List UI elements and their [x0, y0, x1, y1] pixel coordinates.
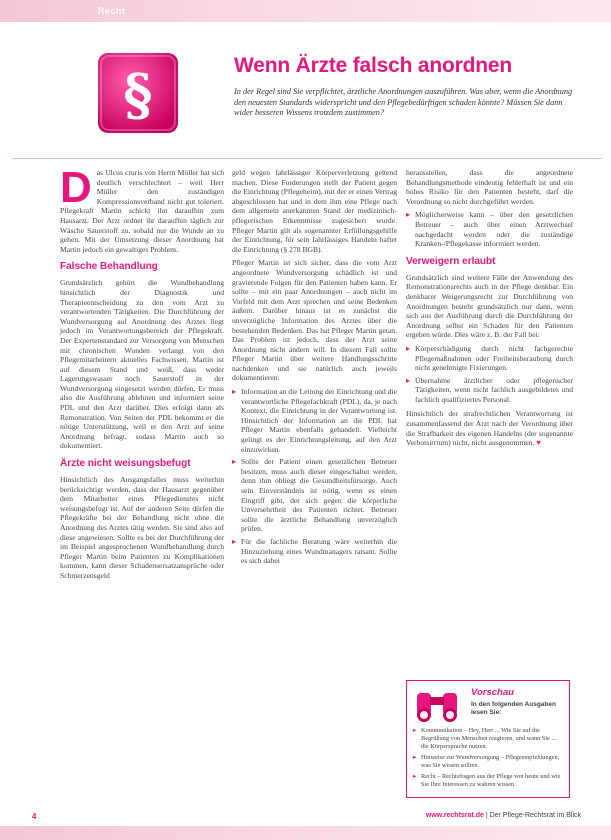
article-lead: In der Regel sind Sie verpflichtet, ärztliche Anordnungen auszuführen. Was aber, wenn die Anordnung den neuesten Standards widerspricht und den Pflegebedürftigen schaden könnte? Müssen Sie dann wider besseren Wissens trotzdem zustimmen? [234, 87, 573, 117]
end-mark-icon: ♥ [536, 438, 541, 448]
footer-text: | Der Pflege-Rechtsrat im Blick [483, 812, 581, 819]
preview-subtitle: In den folgenden Ausgaben lesen Sie: [471, 701, 556, 716]
preview-item: ▸ Recht – Rechtsfragen aus der Pflege von heute und wie Sie Ihre Interessen zu wahren wissen. [413, 773, 565, 789]
body-paragraph: Grundsätzlich gehört die Wundbehandlung hinsichtlich der Diagnostik und Therapieentscheidung zu den vom Arzt zu verantwortenden Tätigkeiten. Die Durchführung der Wundversorgung auf Anordnung des Arztes liegt jedoch im Verantwortungsbereich der Pflegekraft. Der Expertenstandard zur Versorgung von Menschen mit chronischen Wunden verlangt von den Pflegemitarbeitern aktuelles Fachwissen. Martin ist auf diesem Stand und weiß, dass weder Lagerungswasser noch Sauerstoff in der Wundversorgung eingesetzt werden dürfen. Er muss also die Ausführung ablehnen und informiert seine PDL und den Arzt darüber. Dies erfolgt dann als Remonstration. Von Seiten der PDL bekommt er die nötige Unterstützung, weil er den Arzt auf seine Anordnung befragt, sodass Martin auch so dokumentiert. [60, 278, 224, 451]
section-label: Recht [98, 6, 126, 16]
body-paragraph: herausstellen, dass die angeordnete Behandlungsmethode eindeutig fehlerhaft ist und ein hohes Risiko für den Patienten besteht, darf die Verordnung so nicht durchgeführt werden. [406, 168, 573, 206]
preview-title: Vorschau [471, 687, 514, 698]
closing-text: Hinsichtlich der strafrechtlichen Verantwortung ist zusammenfassend der Arzt nach der Verordnung über die Strafbarkeit des eigenen Handelns (der sogenannte Verbotsirrtum) nicht, nicht ausgenommen. [406, 409, 573, 448]
subheading-weisungsbefugt: Ärzte nicht weisungsbefugt [60, 458, 191, 470]
footer-band [0, 826, 611, 840]
intro-paragraph [60, 163, 224, 254]
column-3 [406, 168, 573, 452]
options-list [406, 210, 573, 248]
paragraph-icon [97, 52, 179, 134]
article-title: Wenn Ärzte falsch anordnen [234, 54, 512, 77]
list-item: ▸ Information an die Leitung der Einrichtung und die verantwortliche Pflegefachkraft (PDL), da, je nach Kontext, die Einrichtung in der Verantwortung ist. Hinsichtlich der Information an die PDL hat Pfleger Martin ebenfalls gehandelt. Vielleicht gelingt es der Einrichtungsleitung, auf den Arzt einzuwirken. [232, 387, 397, 454]
column-1 [60, 163, 224, 585]
header-band [0, 0, 611, 22]
binoculars-icon [413, 687, 461, 723]
cases-list [406, 344, 573, 405]
steps-list [232, 387, 397, 566]
svg-text:§: § [123, 62, 153, 128]
drop-cap: D [60, 163, 92, 212]
list-item: ▸ Übernahme ärztlicher oder pflegerischer Tätigkeiten, wenn nicht fachlich ausgebildetes und fachlich qualifiziertes Personal. [406, 376, 573, 405]
body-paragraph: Pfleger Martin ist sich sicher, dass die vom Arzt angeordnete Wundversorgung schädlich ist und gravierende Folgen für den Patienten haben kann. Er sollte – mit ein paar Anordnungen – auch nicht im Vorfeld mit dem Arzt sprechen und seine Bedenken äußern. Darüber hinaus ist es zunächst die unverzügliche Information des Arztes über die bestehenden Bedenken. Das hat Pfleger Martin getan. Das Problem ist jedoch, dass der Arzt seine Anordnung nicht ändern will. In diesem Fall sollte Pfleger Martin über weitere Handlungsschritte nachdenken und sie natürlich auch jeweils dokumentieren: [232, 258, 397, 383]
list-item: ▸ Körperschädigung durch nicht fachgerechte Pflegemaßnahmen oder Freiheitsberaubung durch nicht genehmigte Fixierungen. [406, 344, 573, 373]
list-item: ▸ Sollte der Patient einen gesetzlichen Betreuer besitzen, muss auch dieser eingeschaltet werden, denn ihm obliegt die Gesundheitsfürsorge. Auch sein Einverständnis ist nötig, wenn es einen Eingriff gibt, der sich gegen die körperliche Unversehrtheit des Patienten richtet. Betreuer sollte die ärztliche Behandlung unverzüglich prüfen. [232, 457, 397, 534]
footer-note [426, 812, 581, 819]
subheading-falsche-behandlung: Falsche Behandlung [60, 261, 158, 273]
preview-item: ▸ Kommunikation – Hey, Herr ... Wie Sie auf die Begrüßung von Menschen reagieren, und wann Sie ... die Körpersprache nutzen. [413, 727, 565, 751]
preview-box [406, 680, 570, 798]
intro-text: as Ulcus cruris von Herrn Müller hat sich deutlich verschlechtert – weil Herr Müller den zuständigen Kompressionsverband nicht gut toleriert. Pflegekraft Martin schickt ihn daraufhin zum Hausarzt. Der Arzt ordnet ihr daraufhin täglich zur Wäsche Sauerstoff zu, sobald nur die Wunde an zu gehen. Mit der Umsetzung dieser Anordnung hat Martin jedoch ein gewaltiges Problem. [60, 168, 224, 254]
page-number: 4 [32, 812, 37, 821]
preview-list [413, 727, 565, 792]
column-2 [232, 168, 397, 571]
divider [12, 158, 602, 159]
footer-url[interactable]: www.rechtsrat.de [425, 812, 484, 819]
subheading-verweigern: Verweigern erlaubt [406, 255, 496, 267]
body-paragraph: Hinsichtlich des Ausgangsfalles muss weiterhin berücksichtigt werden, dass der Hausarzt gegenüber dem Mitarbeiter eines Pflegedienstes nicht weisungsbefugt ist. Auf der anderen Seite dürfen die Pflegekräfte bei der Behandlung nicht ohne die Anordnung des Arztes tätig werden. Sie sind also auf diese angewiesen. Sollte es bei der Durchführung der im Beispiel angesprochenen Wundbehandlung durch Pfleger Martin beim Patienten zu Komplikationen kommen, kann dieser Schadensersatzansprüche oder Schmerzensgeld [60, 475, 224, 580]
body-paragraph: Grundsätzlich sind weitere Fälle der Anwendung des Remonstrationsrechts auch in der Pflege denkbar. Ein denkbarer Weigerungsrecht zur Durchführung von Anordnungen besteht grundsätzlich nur dann, wenn sich aus der Ausführung durch die Durchführung der Anordnung selbst ein Schaden für den Patienten ergeben würde. Dies wäre z. B. der Fall bei: [406, 272, 573, 340]
list-item: ▸ Möglicherweise kann – über den gesetzlichen Betreuer – auch über einen Arztwechsel nachgedacht werden oder die zuständige Kranken-/Pflegekasse informiert werden. [406, 210, 573, 248]
body-paragraph [406, 409, 573, 447]
body-paragraph: geld wegen fahrlässiger Körperverletzung geltend machen. Diese Forderungen stellt der Patient gegen die Einrichtung (Pflegeheim), mit der er einen Vertrag abgeschlossen hat und in dem ihm eine Pflege nach dem allgemein anerkannten Stand der medizinisch-pflegerischen Erkenntnisse zugesichert wurde. Pfleger Martin gilt als sogenannter Erfüllungsgehilfe der Einrichtung, für sein fahrlässiges Handeln haftet die Einrichtung (§ 278 BGB). [232, 168, 397, 254]
preview-item: ▸ Hinweise zur Wundversorgung – Pflegeempfehlungen, was Sie wissen sollten. [413, 754, 565, 770]
list-item: ▸ Für die fachliche Beratung wäre weiterhin die Hinzuziehung eines Wundmanagers ratsam. Sollte es sich dabei [232, 537, 397, 566]
